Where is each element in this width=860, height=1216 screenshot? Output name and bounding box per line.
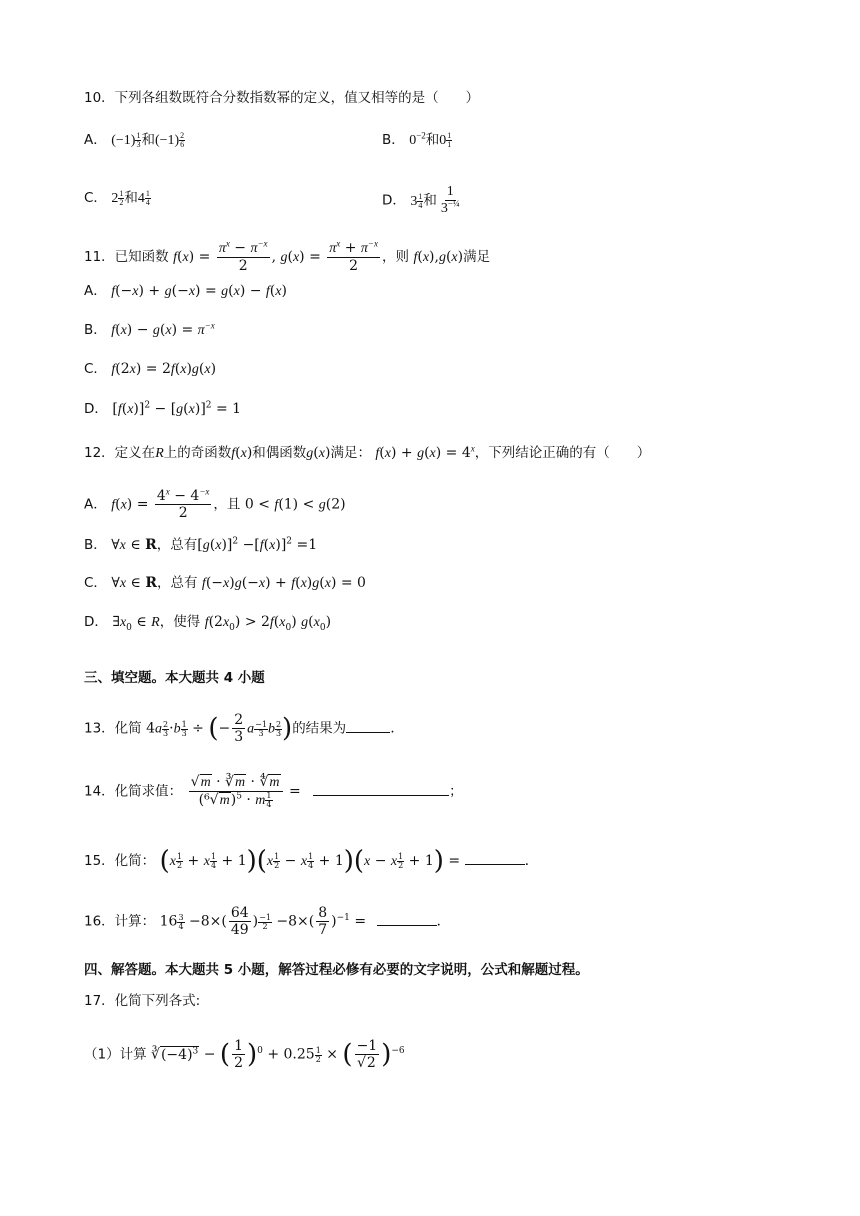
question-17-stem: 17．化简下列各式: xyxy=(84,993,201,1009)
question-10-option-c: C． 2 $\frac{1}{2}$ 和4 $\frac{1}{4}$ xyxy=(84,189,150,208)
section-3-heading: 三、填空题。本大题共 4 小题 xyxy=(84,670,265,686)
question-17-part-1: （1）计算 $∛(-4)^3$ − ( $\frac{1}{2}$ )$^0$ + 0.25 $\frac{1}{2}$ × ( $\frac{-1}{√2}$ )$^{-6}$ xyxy=(84,1038,405,1072)
question-10-option-d: D． 3 $\frac{1}{4}$ 和 $\frac{1}{3^{-\frac{1}{4}}}$ xyxy=(382,184,460,217)
section-4-heading: 四、解答题。本大题共 5 小题，解答过程必修有必要的文字说明，公式和解题过程。 xyxy=(84,962,589,978)
question-12-option-b: B． ∀x ∈ R，总有$[g(x)]^2 -[f(x)]^2 =1$ xyxy=(84,536,318,553)
question-11-option-a: A． f(−x) + g(−x) = g(x) − f(x) xyxy=(84,283,287,299)
question-12-option-d: D． $\exists x_0$ ∈ R，使得 $f(2x_0) > 2f(x_0)$ $g(x_0)$ xyxy=(84,614,332,633)
question-10-option-b: B． $0^{-2}$和0 $\frac{1}{1}$ xyxy=(382,130,452,150)
question-16: 16．计算： 16 $\frac{3}{4}$ −8×( $\frac{64}{49}$ ) $\frac{-1}{2}$ −8×( $\frac{8}{7}$ )$^{-1}$ = . xyxy=(84,905,441,939)
question-13: 13．化简 4a $\frac{2}{3}$ ·b $\frac{1}{3}$ ÷ (− $\frac{2}{3}$ a $\frac{-1}{3}$ b $\frac{2}{3}$ )的结果为 . xyxy=(84,712,395,746)
question-10-option-a: A． (−1) $\frac{1}{3}$ 和(−1) $\frac{2}{6}$ xyxy=(84,131,185,150)
question-10-stem: 10．下列各组数既符合分数指数幂的定义，值又相等的是（ ） xyxy=(84,90,480,106)
question-11-option-b: B． $f(x) - g(x) = \pi^{-x}$ xyxy=(84,320,215,338)
question-12-stem: 12．定义在R上的奇函数f(x)和偶函数g(x)满足： $f(x) + g(x) = 4^x$，下列结论正确的有（ ） xyxy=(84,443,651,461)
question-15: 15．化简： (x $\frac{1}{2}$ + x $\frac{1}{4}$ + 1)(x $\frac{1}{2}$ − x $\frac{1}{4}$ + 1)(x − x $\frac{1}{2}$ + 1) = . xyxy=(84,846,530,876)
question-11-option-d: D． $[f(x)]^2 - [g(x)]^2 = 1$ xyxy=(84,400,242,417)
question-12-option-a: A． f(x) = $\frac{4^x - 4^{-x}}{2}$ ，且 0 < f(1) < g(2) xyxy=(84,486,346,522)
question-11-stem: 11．已知函数 f(x) = $\frac{\pi^x - \pi^{-x}}{2}$ , g(x) = $\frac{\pi^x + \pi^{-x}}{2}$ ，则 f(x),g(x)满足 xyxy=(84,238,491,275)
question-14: 14．化简求值： √m · ∛m · ∜m $(^6√m)^5 \cdot m$ $\frac{1}{4}$ = ； xyxy=(84,774,463,810)
question-12-option-c: C． ∀x ∈ R，总有 f(−x)g(−x) + f(x)g(x) = 0 xyxy=(84,575,366,591)
question-11-option-c: C． f(2x) = 2f(x)g(x) xyxy=(84,361,217,377)
